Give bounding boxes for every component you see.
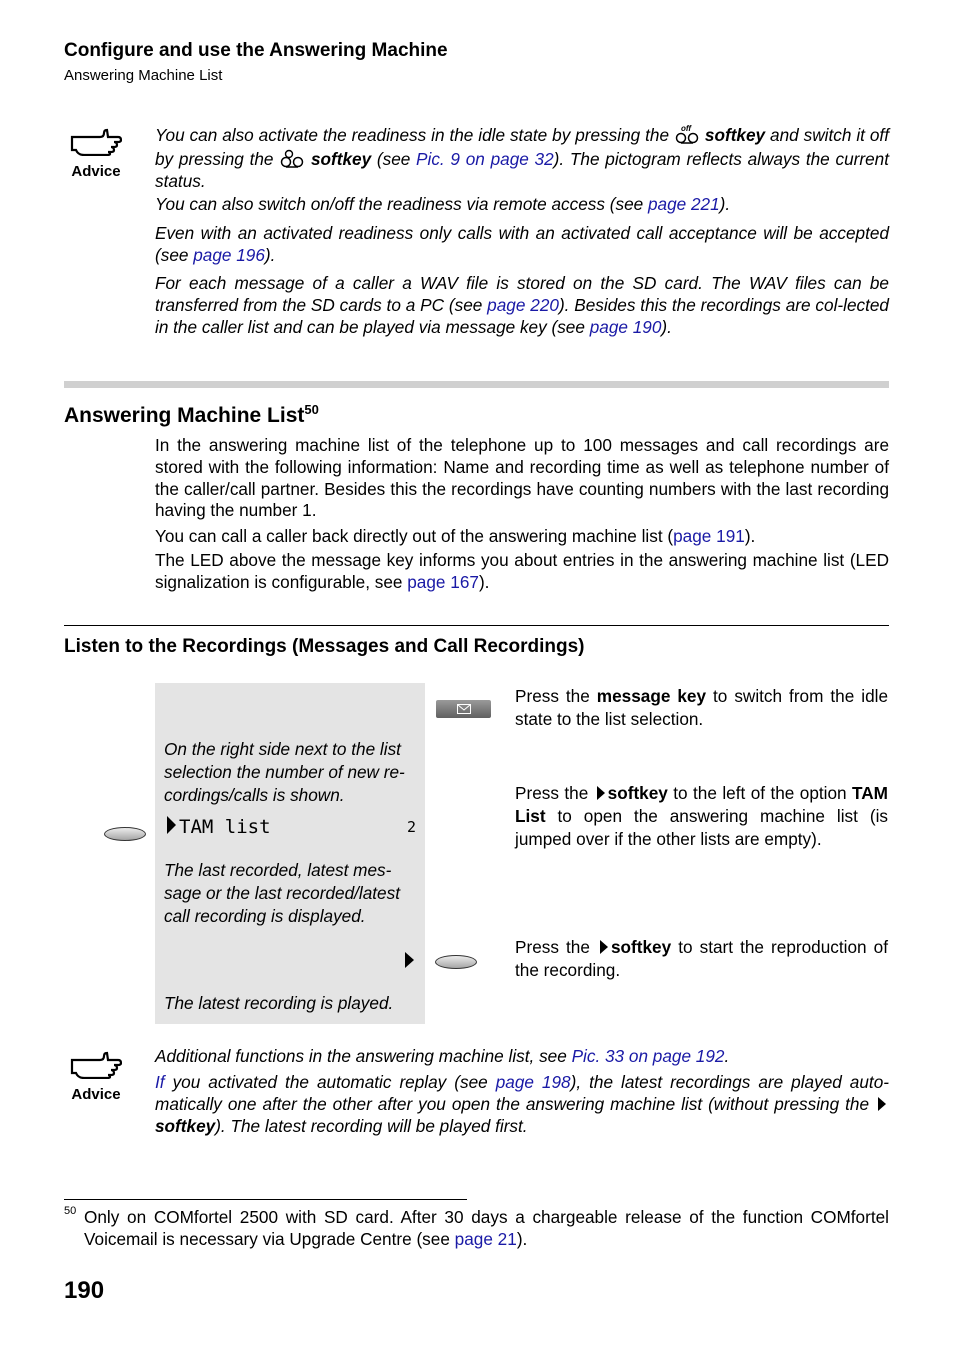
footnote-divider: [64, 1199, 467, 1200]
link-pic33[interactable]: Pic. 33 on page 192: [571, 1046, 725, 1066]
link-page-167[interactable]: page 167: [407, 571, 479, 592]
svg-text:off: off: [680, 124, 692, 133]
advice-label: Advice: [71, 163, 121, 180]
envelope-icon: [457, 704, 471, 714]
lcd-label: TAM list: [179, 816, 271, 838]
message-key[interactable]: [436, 700, 491, 718]
advice1-paragraph2: You can also switch on/off the readiness via remote access (see page 221).: [155, 194, 731, 214]
tape-off-icon: [674, 123, 700, 145]
page-header-subtitle: Answering Machine List: [64, 67, 223, 84]
link-page-220[interactable]: page 220: [487, 294, 559, 315]
link-page-198[interactable]: page 198: [495, 1072, 571, 1092]
advice-marker-2: [63, 1051, 129, 1103]
link-page-190[interactable]: page 190: [589, 316, 662, 337]
page-header-title: Configure and use the Answering Machine: [64, 40, 448, 61]
footnote-text: Only on COMfortel 2500 with SD card. After 30 days a chargeable release of the function COMfortel Voicemail is necessary via Upgrade Centre (see page 21).: [84, 1207, 889, 1249]
link-page-191[interactable]: page 191: [673, 526, 745, 546]
play-triangle-icon: [878, 1097, 886, 1111]
panel-text-1: On the right side next to the list selection the number of new re-cordings/calls is shown.: [164, 739, 405, 805]
link-page-21[interactable]: page 21: [454, 1228, 517, 1249]
step-1: Press the message key to switch from the idle state to the list selection.: [515, 686, 889, 729]
step-3: Press the softkey to start the reproduction of the recording.: [515, 937, 888, 980]
page-number: 190: [64, 1277, 105, 1304]
right-softkey[interactable]: [435, 955, 477, 969]
pointing-hand-icon: [70, 1051, 122, 1079]
tape-icon: [279, 147, 305, 169]
subsection-divider: [64, 625, 889, 626]
advice2-paragraph2: If you activated the automatic replay (see page 198), the latest recordings are played auto-matically one after the other after you open the answering machine list (without pressing the softkey). The latest recording will be played first.: [155, 1072, 889, 1136]
play-triangle-icon: [167, 816, 176, 834]
lcd-row-tam-list: [164, 816, 418, 842]
section-paragraph3: The LED above the message key informs you about entries in the answering machine list (LED signalization is configurable, see page 167).: [155, 550, 889, 592]
link-if[interactable]: If: [155, 1072, 165, 1092]
lcd-count: 2: [406, 818, 416, 836]
link-page-196[interactable]: page 196: [193, 244, 265, 265]
pointing-hand-icon: [70, 128, 122, 156]
section-paragraph1: In the answering machine list of the telephone up to 100 messages and call recordings are stored with the following information: Name and recording time as well as telephone number of the caller/call partner. Besides this the recordings have counting numbers with the last recording having the number 1.: [155, 435, 889, 521]
left-softkey[interactable]: [104, 827, 146, 841]
play-triangle-icon: [600, 940, 608, 954]
advice1-paragraph4: For each message of a caller a WAV file is stored on the SD card. The WAV files can be transferred from the SD cards to a PC (see page 220). Besides this the recordings are col-lected in the caller list and can be played via message key (see page 190).: [155, 273, 889, 337]
link-pic9[interactable]: Pic. 9 on page 32: [416, 148, 554, 169]
advice2-paragraph1: Additional functions in the answering machine list, see Pic. 33 on page 192.: [155, 1046, 730, 1066]
link-page-221[interactable]: page 221: [647, 194, 720, 214]
subsection-title: Listen to the Recordings (Messages and Call Recordings): [64, 636, 585, 657]
display-panel: [155, 683, 425, 1024]
footnote-ref: 50: [304, 402, 319, 417]
section-title: Answering Machine List$^{50}$: [64, 402, 319, 427]
advice-marker: [63, 128, 129, 180]
section-paragraph2: You can call a caller back directly out of the answering machine list (page 191).: [155, 526, 756, 546]
panel-text-2: The last recorded, latest mes-sage or the last recorded/latest call recording is displayed.: [164, 860, 400, 926]
step-2: Press the softkey to the left of the option TAM List to open the answering machine list (is jumped over if the other lists are empty).: [515, 783, 888, 849]
advice1-paragraph1: You can also activate the readiness in the idle state by pressing the off softkey and switch it off by pressing the softkey (see Pic. 9 on page 32). The pictogram reflects always the current status.: [155, 124, 889, 191]
play-triangle-icon: [597, 786, 605, 800]
panel-text-3: The latest recording is played.: [164, 993, 394, 1013]
section-divider: [64, 381, 889, 388]
advice1-paragraph3: Even with an activated readiness only calls with an activated call acceptance will be accepted (see page 196).: [155, 223, 889, 265]
footnote-number: 50: [64, 1205, 77, 1217]
play-triangle-icon: [402, 952, 417, 972]
advice-label-2: Advice: [71, 1086, 121, 1103]
